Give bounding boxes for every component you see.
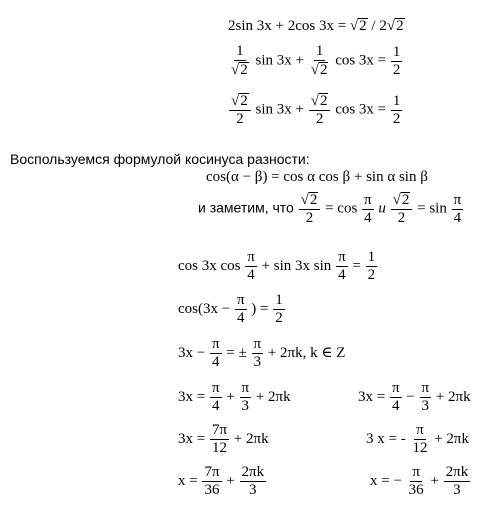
equation-line-10-left <box>178 423 269 456</box>
fraction-pi-3: $\frac{\pi}{3}$ <box>253 336 262 370</box>
eq9l-c: + 2πk <box>255 388 291 405</box>
eq9r-b: − <box>406 388 415 405</box>
note-line <box>198 192 464 226</box>
eq11l-a: x = <box>178 472 198 489</box>
fraction-sqrt2-over-2-c: √ 2 2 <box>299 192 321 226</box>
eq11l-b: + <box>226 472 235 489</box>
eq6-b: + sin 3x sin <box>261 257 332 274</box>
fraction-pi-4-c: $\frac{\pi}{4}$ <box>247 249 255 283</box>
eq6-a: cos 3x cos <box>178 257 241 274</box>
fraction-7pi-12: $\frac{7\pi}{12}$ <box>211 422 228 456</box>
eq8-b: = ± <box>226 344 247 361</box>
eq-cos: = cos <box>325 200 358 217</box>
equation-line-7 <box>178 293 286 326</box>
fraction-2pik-3-b: $\frac{2\pi k}{3}$ <box>445 464 469 498</box>
eq10r-a: 3 x = - <box>366 430 406 447</box>
fraction-pi-3-c: $\frac{\pi}{3}$ <box>421 380 430 414</box>
eq2-tail: cos 3x = <box>335 52 387 69</box>
fraction-sqrt2-over-2-b: √ 2 2 <box>309 93 331 127</box>
eq6-c: = <box>352 257 361 274</box>
eq8-a: 3x − <box>178 344 206 361</box>
sqrt-2: √ 2 <box>349 18 367 34</box>
eq2-mid: sin 3x + <box>255 52 304 69</box>
eq-sin: = sin <box>417 200 447 217</box>
eq7-a: cos(3x − <box>178 300 231 317</box>
equation-line-9-left <box>178 381 291 414</box>
fraction-7pi-36: $\frac{7\pi}{36}$ <box>204 464 220 498</box>
equation-line-8 <box>178 337 345 370</box>
fraction-pi-3-b: $\frac{\pi}{3}$ <box>241 380 250 414</box>
fraction-1-over-sqrt2-b: 1 √ 2 <box>310 43 328 78</box>
equation-line-2 <box>228 44 403 78</box>
fraction-1-over-sqrt2: 1 √ 2 <box>231 43 248 78</box>
fraction-pi-36: $\frac{\pi}{36}$ <box>408 464 424 498</box>
eq3-mid: sin 3x + <box>255 101 304 118</box>
fraction-pi-4-g: $\frac{\pi}{4}$ <box>211 380 220 414</box>
eq7-b: ) = <box>251 300 269 317</box>
sqrt-2b: √ 2 <box>386 18 404 34</box>
equation-line-10-right <box>366 423 469 456</box>
equation-line-6 <box>178 250 378 283</box>
fraction-sqrt2-over-2-d: √ 2 2 <box>391 192 413 226</box>
eq9r-c: + 2πk <box>435 388 471 405</box>
equation-line-9-right <box>358 381 471 414</box>
fraction-pi-4-d: $\frac{\pi}{4}$ <box>338 249 346 283</box>
fraction-2pik-3: $\frac{2\pi k}{3}$ <box>241 464 265 498</box>
equation-line-1 <box>228 18 405 34</box>
equation-line-11-left <box>178 465 267 498</box>
eq9l-b: + <box>226 388 235 405</box>
eq9l-a: 3x = <box>178 388 206 405</box>
fraction-sqrt2-over-2: √ 2 2 <box>229 93 251 127</box>
fraction-1-2-c: $\frac{1}{2}$ <box>367 249 376 283</box>
fraction-1-2-b: $\frac{1}{2}$ <box>392 92 401 127</box>
note-prefix: и заметим, что <box>198 199 294 216</box>
fraction-pi-4-b: $\frac{\pi}{4}$ <box>453 191 462 226</box>
eq11r-b: + <box>430 472 439 489</box>
equation-line-11-right <box>370 465 471 498</box>
conj-u: u <box>378 200 386 217</box>
fraction-pi-4-f: $\frac{\pi}{4}$ <box>211 336 220 370</box>
eq10l-a: 3x = <box>178 430 206 447</box>
fraction-pi-4: $\frac{\pi}{4}$ <box>364 191 372 226</box>
eq8-c: + 2πk, k ∈ Z <box>267 344 346 361</box>
formula-cos-difference: cos(α − β) = cos α cos β + sin α sin β <box>206 169 428 185</box>
eq1-lhs: 2sin 3x + 2cos 3x = <box>228 18 350 34</box>
fraction-pi-4-e: $\frac{\pi}{4}$ <box>236 292 245 326</box>
intro-text: Воспользуемся формулой косинуса разности: <box>10 151 310 167</box>
eq1-divide: / 2 <box>371 18 387 34</box>
fraction-pi-12: $\frac{\pi}{12}$ <box>412 422 428 456</box>
eq3-tail: cos 3x = <box>335 101 387 118</box>
eq10l-c: + 2πk <box>233 430 269 447</box>
fraction-1-2: $\frac{1}{2}$ <box>392 43 401 78</box>
eq10r-c: + 2πk <box>434 430 470 447</box>
fraction-1-2-d: $\frac{1}{2}$ <box>275 292 283 326</box>
eq9r-a: 3x = <box>358 388 386 405</box>
fraction-pi-4-h: $\frac{\pi}{4}$ <box>391 380 400 414</box>
eq11r-a: x = − <box>370 472 402 489</box>
equation-line-3 <box>228 93 403 127</box>
